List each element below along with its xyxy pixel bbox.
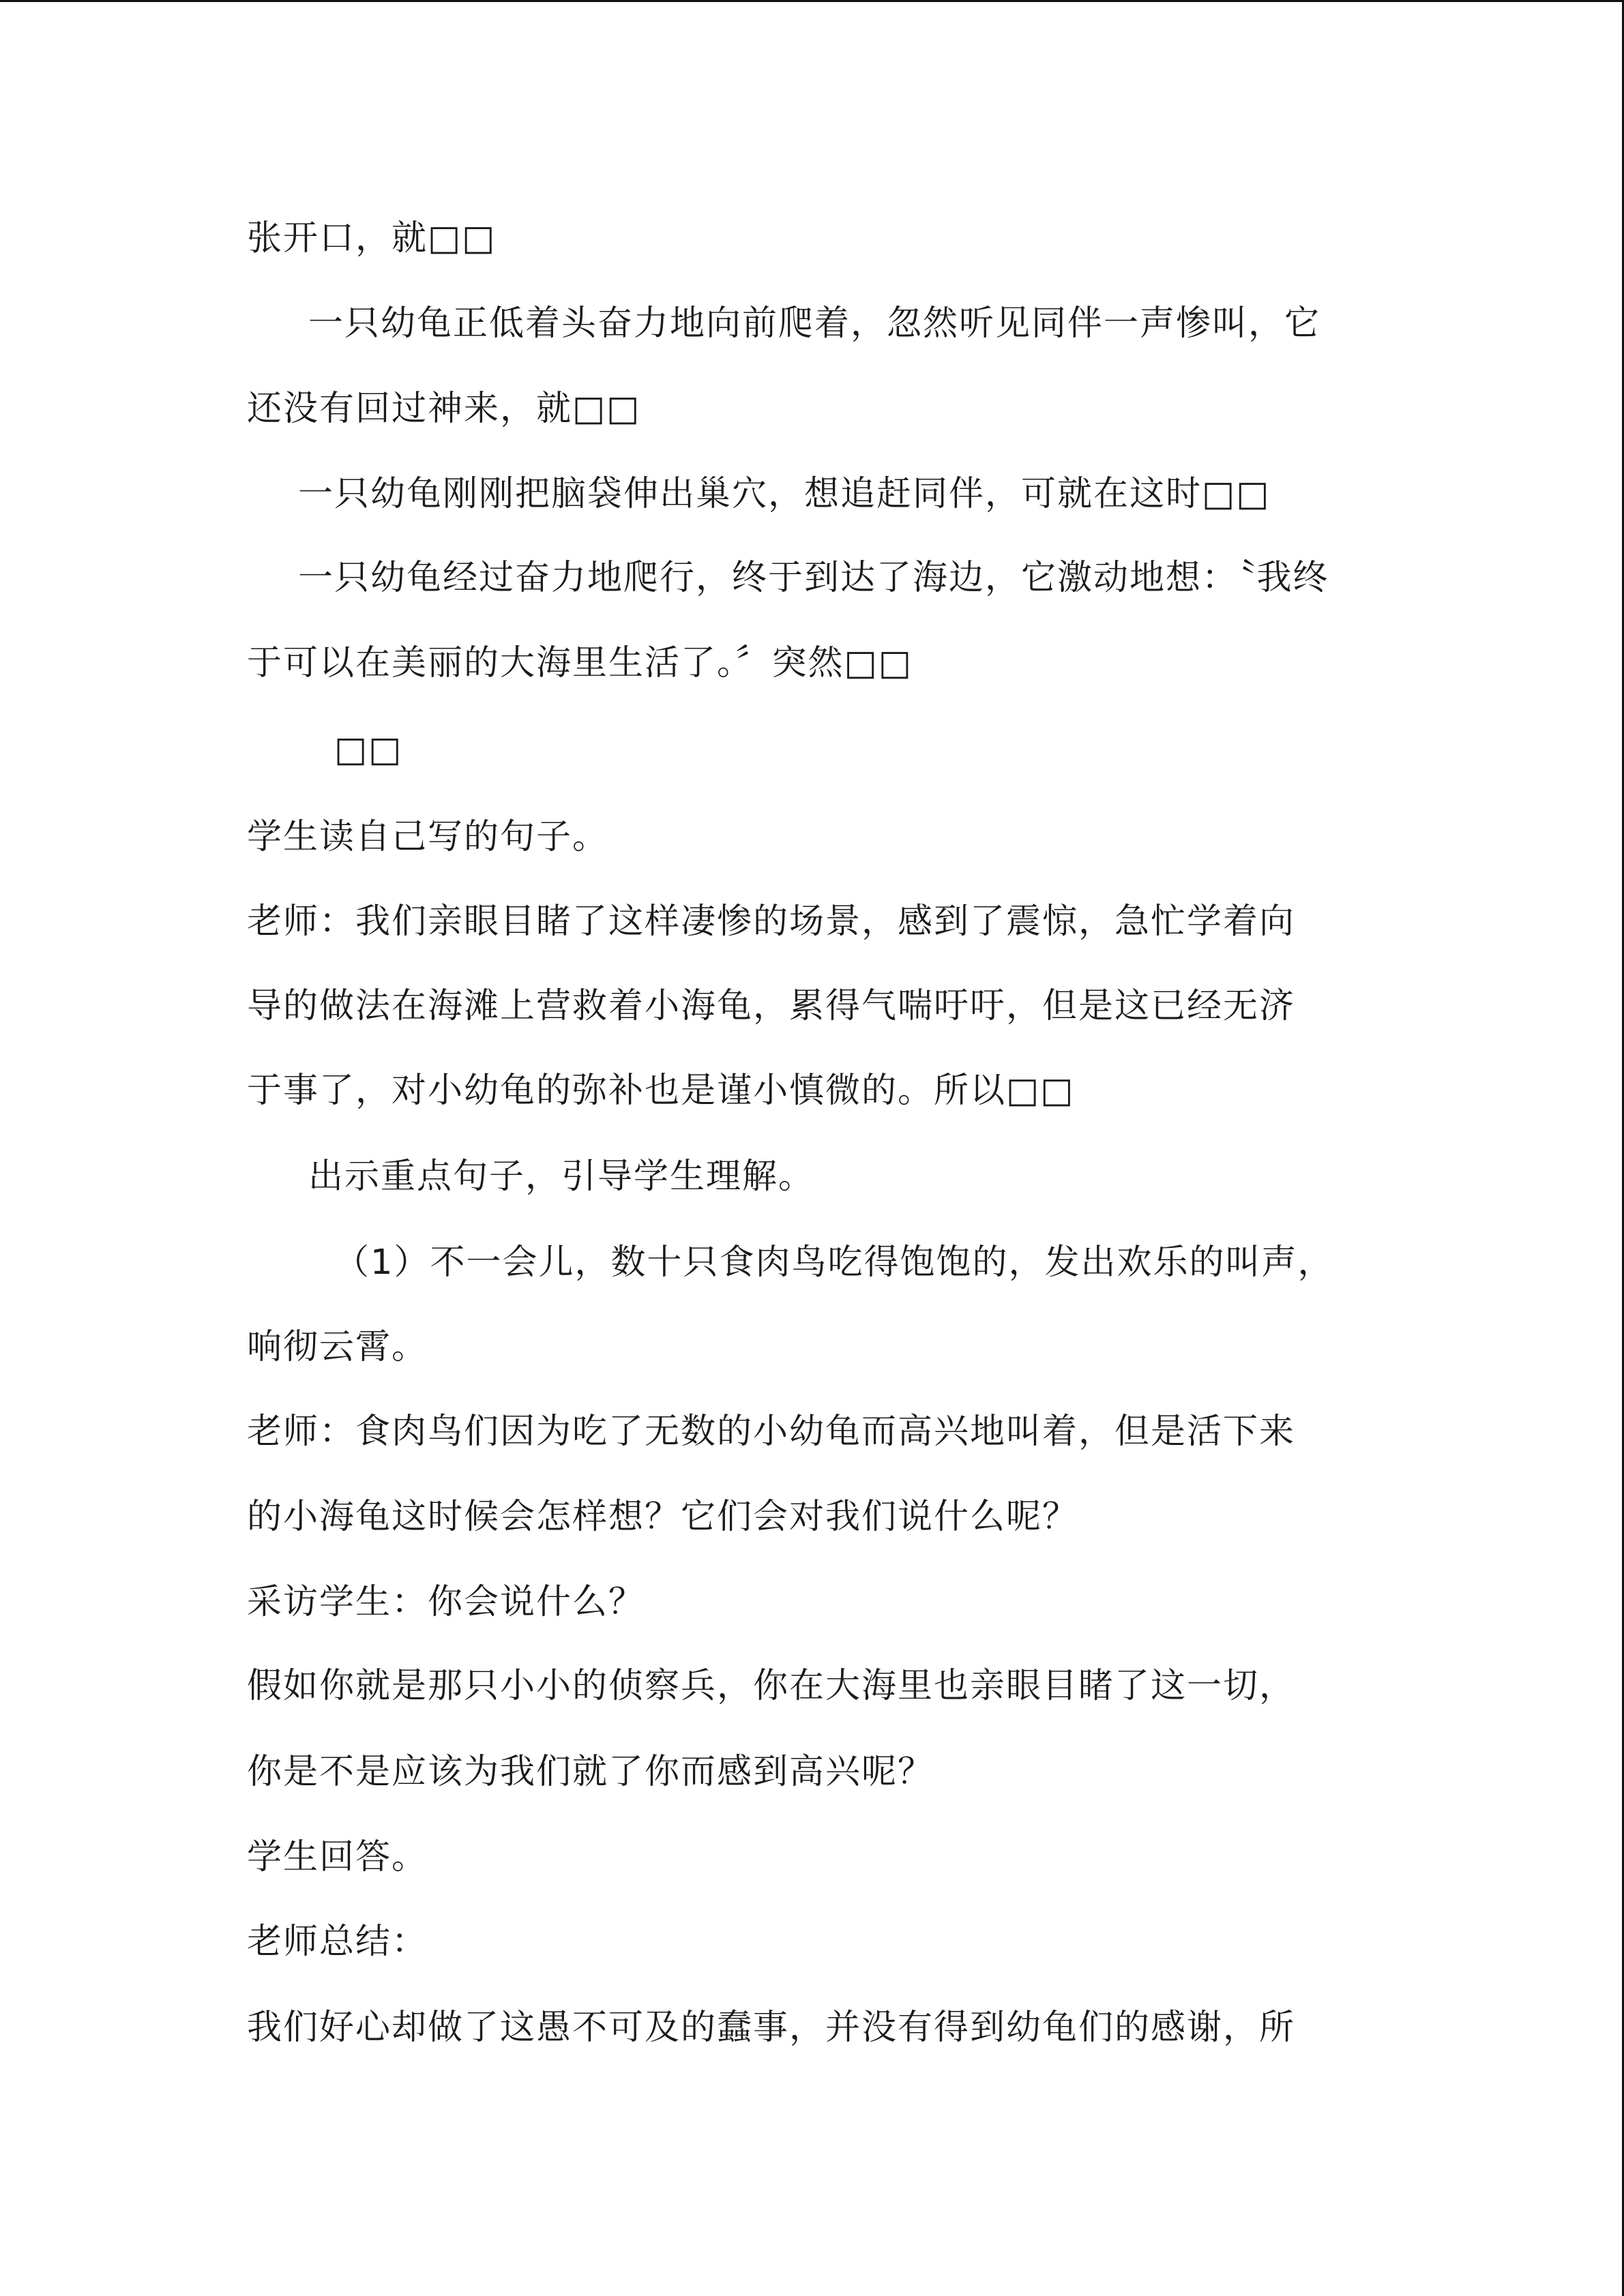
text-line: 的小海龟这时候会怎样想？它们会对我们说什么呢？ — [247, 1497, 1079, 1537]
text-line: 出示重点句子，引导学生理解。 — [308, 1157, 815, 1197]
text-line: 张开口，就□□ — [247, 218, 497, 258]
text-line: 一只幼龟经过奋力地爬行，终于到达了海边，它激动地想：〝我终 — [298, 558, 1329, 598]
text-line: 于可以在美丽的大海里生活了。〞突然□□ — [247, 643, 913, 683]
text-line: 老师总结： — [247, 1922, 428, 1962]
text-line: 假如你就是那只小小的侦察兵，你在大海里也亲眼目睹了这一切， — [247, 1666, 1296, 1706]
text-line: 我们好心却做了这愚不可及的蠢事，并没有得到幼龟们的感谢，所 — [247, 2008, 1296, 2048]
text-line: 一只幼龟正低着头奋力地向前爬着，忽然听见同伴一声惨叫，它 — [308, 303, 1321, 344]
top-border-line — [0, 0, 1624, 2]
text-line: □□ — [334, 730, 403, 770]
text-line: 采访学生：你会说什么？ — [247, 1582, 645, 1622]
text-line: 于事了，对小幼龟的弥补也是谨小慎微的。所以□□ — [247, 1071, 1075, 1111]
text-line: 学生读自己写的句子。 — [247, 817, 609, 857]
text-line: 导的做法在海滩上营救着小海龟，累得气喘吁吁，但是这已经无济 — [247, 986, 1296, 1026]
text-line: 学生回答。 — [247, 1837, 428, 1877]
text-line: 还没有回过神来，就□□ — [247, 389, 641, 429]
text-line: 老师：食肉鸟们因为吃了无数的小幼龟而高兴地叫着，但是活下来 — [247, 1412, 1296, 1452]
text-line: （1）不一会儿，数十只食肉鸟吃得饱饱的，发出欢乐的叫声， — [334, 1242, 1334, 1283]
text-line: 响彻云霄。 — [247, 1327, 428, 1367]
text-line: 一只幼龟刚刚把脑袋伸出巢穴，想追赶同伴，可就在这时□□ — [298, 474, 1271, 514]
text-line: 老师：我们亲眼目睹了这样凄惨的场景，感到了震惊，急忙学着向 — [247, 901, 1296, 942]
text-line: 你是不是应该为我们就了你而感到高兴呢？ — [247, 1752, 934, 1792]
